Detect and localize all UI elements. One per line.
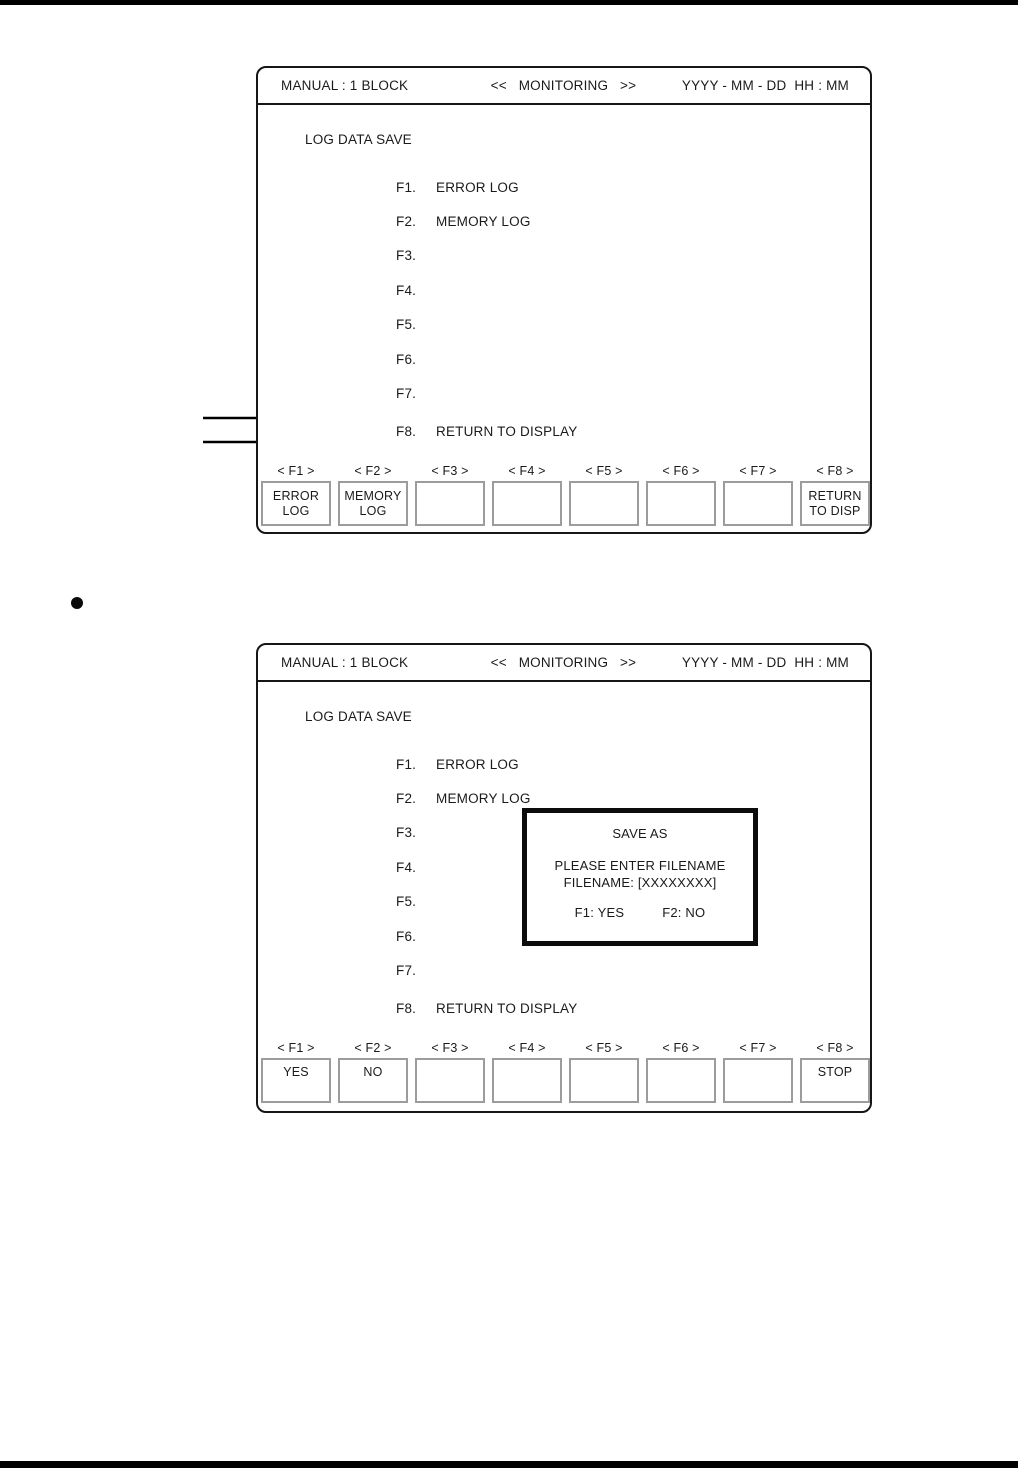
menu-item-key: F7. [396,386,417,401]
fkey-slot-label: < F2 > [354,1041,392,1055]
fkey-col-f6 [646,464,716,526]
menu-item-key: F1. [396,757,417,772]
fkey-button-f8[interactable]: RETURN TO DISP [800,481,870,526]
screen-title: LOG DATA SAVE [305,709,412,724]
fkey-button-row [261,464,870,526]
header-datetime: YYYY - MM - DD HH : MM [681,78,849,93]
dialog-filename-field[interactable]: FILENAME: [XXXXXXXX] [563,875,717,890]
fkey-button-f4[interactable] [492,481,562,526]
menu-item-key: F3. [396,825,417,840]
menu-item-f8 [258,1001,870,1016]
screen-log-data-save-dialog [256,643,872,1113]
menu-item-label: RETURN TO DISPLAY [436,424,578,439]
fkey-col-f8 [800,464,870,526]
fkey-col-f8 [800,1041,870,1103]
save-as-dialog [522,808,758,946]
fkey-slot-label: < F4 > [508,464,546,478]
menu-item-label: MEMORY LOG [436,791,531,806]
fkey-button-f6[interactable] [646,1058,716,1103]
fkey-slot-label: < F4 > [508,1041,546,1055]
fkey-col-f7 [723,464,793,526]
header-mode-label: MANUAL : 1 BLOCK [281,655,409,670]
fkey-button-f3[interactable] [415,481,485,526]
fkey-col-f3 [415,464,485,526]
menu-item-f6 [258,352,870,367]
fkey-slot-label: < F6 > [662,1041,700,1055]
header-mode-label: MANUAL : 1 BLOCK [281,78,409,93]
fkey-button-f2[interactable]: NO [338,1058,408,1103]
menu-item-key: F2. [396,791,417,806]
fkey-slot-label: < F3 > [431,1041,469,1055]
fkey-slot-label: < F1 > [277,1041,315,1055]
menu-item-key: F2. [396,214,417,229]
menu-item-label: ERROR LOG [436,757,519,772]
fkey-col-f5 [569,1041,639,1103]
fkey-slot-label: < F8 > [816,1041,854,1055]
screen-log-data-save [256,66,872,534]
list-bullet-icon [71,597,83,609]
fkey-col-f1 [261,1041,331,1103]
fkey-button-row [261,1041,870,1103]
menu-item-f3 [258,248,870,263]
fkey-slot-label: < F7 > [739,464,777,478]
menu-item-key: F5. [396,894,417,909]
function-menu [258,68,870,532]
fkey-button-f7[interactable] [723,1058,793,1103]
menu-item-f4 [258,283,870,298]
header-title: << MONITORING >> [490,655,637,670]
menu-item-label: RETURN TO DISPLAY [436,1001,578,1016]
menu-item-f1 [258,757,870,772]
fkey-col-f2 [338,464,408,526]
menu-item-f8 [258,424,870,439]
fkey-slot-label: < F7 > [739,1041,777,1055]
fkey-button-f3[interactable] [415,1058,485,1103]
fkey-col-f4 [492,1041,562,1103]
menu-item-key: F8. [396,424,417,439]
fkey-button-f8[interactable]: STOP [800,1058,870,1103]
dialog-options [527,905,753,920]
fkey-slot-label: < F5 > [585,464,623,478]
fkey-slot-label: < F3 > [431,464,469,478]
fkey-col-f3 [415,1041,485,1103]
menu-item-label: MEMORY LOG [436,214,531,229]
menu-item-f1 [258,180,870,195]
fkey-col-f2 [338,1041,408,1103]
fkey-button-f1[interactable]: YES [261,1058,331,1103]
menu-item-key: F4. [396,860,417,875]
fkey-slot-label: < F2 > [354,464,392,478]
fkey-col-f1 [261,464,331,526]
fkey-button-f6[interactable] [646,481,716,526]
menu-item-f2 [258,791,870,806]
fkey-col-f7 [723,1041,793,1103]
fkey-slot-label: < F6 > [662,464,700,478]
menu-item-f7 [258,386,870,401]
dialog-option-f1-yes: F1: YES [574,905,625,920]
dialog-option-f2-no: F2: NO [662,905,706,920]
fkey-slot-label: < F8 > [816,464,854,478]
fkey-slot-label: < F5 > [585,1041,623,1055]
fkey-button-f5[interactable] [569,1058,639,1103]
menu-item-key: F6. [396,352,417,367]
menu-item-f7 [258,963,870,978]
header-datetime: YYYY - MM - DD HH : MM [681,655,849,670]
menu-item-key: F7. [396,963,417,978]
dialog-title: SAVE AS [612,826,668,841]
menu-item-key: F1. [396,180,417,195]
menu-item-key: F6. [396,929,417,944]
fkey-col-f4 [492,464,562,526]
menu-item-key: F4. [396,283,417,298]
menu-item-f5 [258,317,870,332]
menu-item-key: F5. [396,317,417,332]
fkey-button-f4[interactable] [492,1058,562,1103]
dialog-prompt-line1: PLEASE ENTER FILENAME [554,858,726,873]
fkey-button-f1[interactable]: ERROR LOG [261,481,331,526]
menu-item-f2 [258,214,870,229]
fkey-button-f5[interactable] [569,481,639,526]
fkey-button-f7[interactable] [723,481,793,526]
menu-item-label: ERROR LOG [436,180,519,195]
screen-title: LOG DATA SAVE [305,132,412,147]
menu-item-key: F3. [396,248,417,263]
fkey-col-f6 [646,1041,716,1103]
page-top-rule [0,0,1018,5]
fkey-col-f5 [569,464,639,526]
fkey-slot-label: < F1 > [277,464,315,478]
page-bottom-rule [0,1461,1018,1468]
header-title: << MONITORING >> [490,78,637,93]
menu-item-key: F8. [396,1001,417,1016]
fkey-button-f2[interactable]: MEMORY LOG [338,481,408,526]
